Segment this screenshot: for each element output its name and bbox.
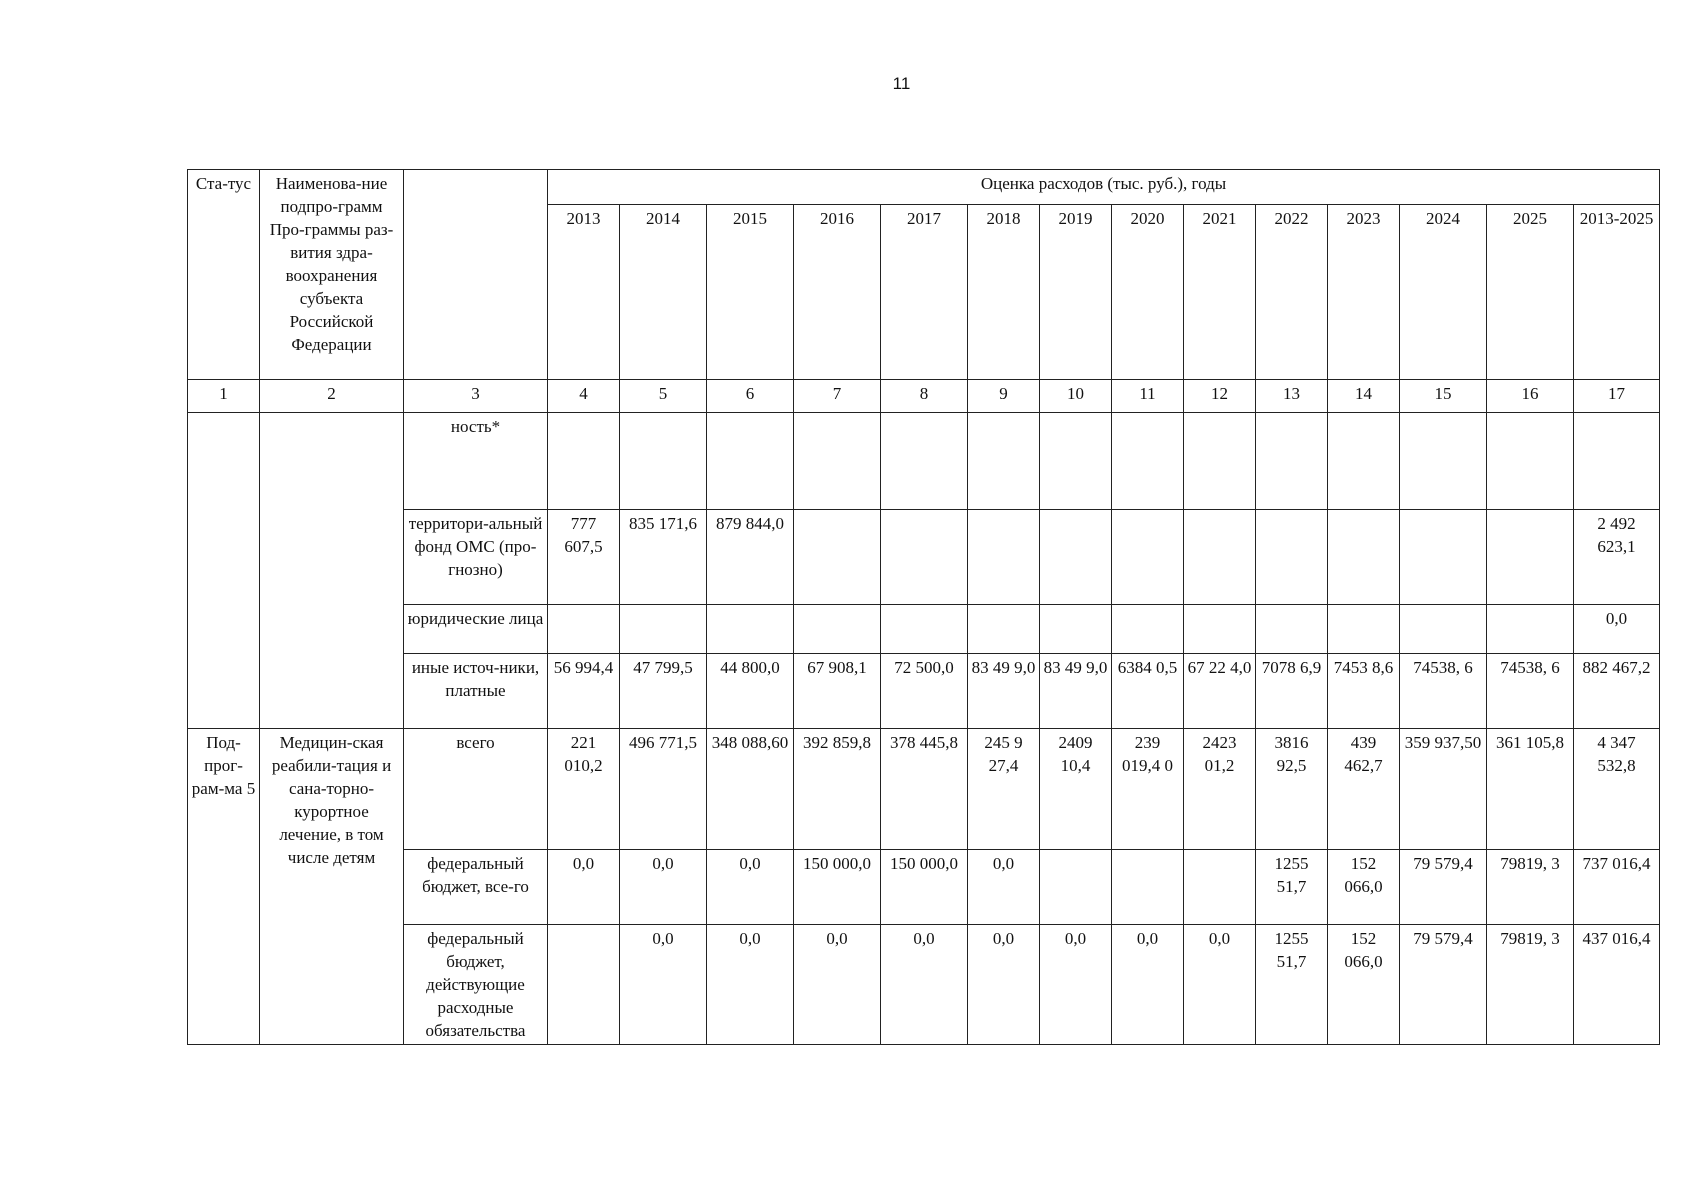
value-cell [1040,413,1112,510]
total-cell: 882 467,2 [1574,654,1660,729]
budget-table [187,169,1660,1045]
value-cell: 439 462,7 [1328,729,1400,850]
table-row [188,654,1660,729]
column-number: 13 [1256,380,1328,413]
total-cell: 0,0 [1574,605,1660,654]
value-cell [1040,510,1112,605]
header-year-total: 2013-2025 [1574,205,1660,380]
table-row [188,925,1660,1045]
source-cell: федеральный бюджет, действующие расходные обязательства [404,925,548,1045]
value-cell [881,510,968,605]
value-cell [1184,413,1256,510]
value-cell [548,413,620,510]
value-cell: 777 607,5 [548,510,620,605]
value-cell: 150 000,0 [794,850,881,925]
total-cell: 2 492 623,1 [1574,510,1660,605]
value-cell: 2409 10,4 [1040,729,1112,850]
value-cell: 361 105,8 [1487,729,1574,850]
value-cell [1184,850,1256,925]
total-cell: 4 347 532,8 [1574,729,1660,850]
header-status: Ста-тус [188,170,260,380]
value-cell [1328,605,1400,654]
column-number: 6 [707,380,794,413]
header-year: 2016 [794,205,881,380]
column-number: 12 [1184,380,1256,413]
value-cell: 392 859,8 [794,729,881,850]
header-subprogram-name: Наименова-ние подпро-грамм Про-граммы раз-вития здра-воохранения субъекта Российской Федерации [260,170,404,380]
column-number: 5 [620,380,707,413]
value-cell: 0,0 [548,850,620,925]
value-cell: 1255 51,7 [1256,925,1328,1045]
value-cell: 74538, 6 [1400,654,1487,729]
header-row [188,170,1660,205]
header-year: 2014 [620,205,707,380]
header-year: 2022 [1256,205,1328,380]
value-cell: 0,0 [707,925,794,1045]
value-cell: 152 066,0 [1328,925,1400,1045]
value-cell [1328,510,1400,605]
column-number: 10 [1040,380,1112,413]
value-cell [1112,850,1184,925]
column-number: 2 [260,380,404,413]
table-row [188,850,1660,925]
total-cell: 737 016,4 [1574,850,1660,925]
status-cell: Под-прог-рам-ма 5 [188,729,260,1045]
value-cell [1256,605,1328,654]
header-year: 2021 [1184,205,1256,380]
value-cell: 2423 01,2 [1184,729,1256,850]
value-cell: 835 171,6 [620,510,707,605]
value-cell: 3816 92,5 [1256,729,1328,850]
value-cell [548,605,620,654]
value-cell: 239 019,4 0 [1112,729,1184,850]
subprogram-name-cell [260,413,404,729]
value-cell [620,605,707,654]
table-row [188,413,1660,510]
value-cell: 0,0 [620,850,707,925]
value-cell: 378 445,8 [881,729,968,850]
column-number: 1 [188,380,260,413]
value-cell: 79819, 3 [1487,925,1574,1045]
value-cell [1112,510,1184,605]
value-cell [1112,605,1184,654]
table-row [188,510,1660,605]
header-expenses-title: Оценка расходов (тыс. руб.), годы [548,170,1660,205]
subprogram-name-cell: Медицин-ская реабили-тация и сана-торно-курортное лечение, в том числе детям [260,729,404,1045]
value-cell [1487,510,1574,605]
value-cell [1400,510,1487,605]
value-cell: 348 088,60 [707,729,794,850]
value-cell: 0,0 [794,925,881,1045]
value-cell: 0,0 [620,925,707,1045]
header-year: 2017 [881,205,968,380]
value-cell: 879 844,0 [707,510,794,605]
column-numbers-row [188,380,1660,413]
value-cell [794,510,881,605]
column-number: 11 [1112,380,1184,413]
value-cell [1400,413,1487,510]
value-cell: 79819, 3 [1487,850,1574,925]
value-cell [1112,413,1184,510]
value-cell [794,413,881,510]
header-year: 2018 [968,205,1040,380]
column-number: 17 [1574,380,1660,413]
value-cell: 0,0 [968,925,1040,1045]
value-cell: 0,0 [881,925,968,1045]
column-number: 14 [1328,380,1400,413]
value-cell: 44 800,0 [707,654,794,729]
value-cell: 1255 51,7 [1256,850,1328,925]
value-cell: 72 500,0 [881,654,968,729]
header-year: 2023 [1328,205,1400,380]
value-cell [1256,510,1328,605]
value-cell [707,413,794,510]
value-cell: 0,0 [1184,925,1256,1045]
header-year: 2013 [548,205,620,380]
source-cell: юридические лица [404,605,548,654]
value-cell: 0,0 [1112,925,1184,1045]
value-cell [794,605,881,654]
value-cell: 221 010,2 [548,729,620,850]
value-cell [1040,850,1112,925]
value-cell [1328,413,1400,510]
value-cell: 6384 0,5 [1112,654,1184,729]
header-year: 2020 [1112,205,1184,380]
column-number: 7 [794,380,881,413]
source-cell: всего [404,729,548,850]
header-year: 2019 [1040,205,1112,380]
value-cell [968,605,1040,654]
value-cell [620,413,707,510]
value-cell [881,605,968,654]
value-cell: 0,0 [707,850,794,925]
value-cell: 56 994,4 [548,654,620,729]
value-cell: 67 908,1 [794,654,881,729]
value-cell: 150 000,0 [881,850,968,925]
value-cell [881,413,968,510]
value-cell [707,605,794,654]
column-number: 4 [548,380,620,413]
value-cell: 7453 8,6 [1328,654,1400,729]
value-cell [1256,413,1328,510]
value-cell: 7078 6,9 [1256,654,1328,729]
header-year: 2024 [1400,205,1487,380]
value-cell: 83 49 9,0 [968,654,1040,729]
page-number: 11 [892,74,911,93]
value-cell: 359 937,50 [1400,729,1487,850]
value-cell: 0,0 [1040,925,1112,1045]
value-cell: 79 579,4 [1400,925,1487,1045]
source-cell: федеральный бюджет, все-го [404,850,548,925]
header-year: 2015 [707,205,794,380]
value-cell: 245 9 27,4 [968,729,1040,850]
value-cell: 47 799,5 [620,654,707,729]
value-cell [1487,413,1574,510]
source-cell: территори-альный фонд ОМС (про-гнозно) [404,510,548,605]
value-cell: 152 066,0 [1328,850,1400,925]
status-cell [188,413,260,729]
value-cell [1487,605,1574,654]
value-cell [968,413,1040,510]
value-cell: 79 579,4 [1400,850,1487,925]
value-cell [1184,510,1256,605]
column-number: 3 [404,380,548,413]
table-row [188,729,1660,850]
column-number: 9 [968,380,1040,413]
value-cell [548,925,620,1045]
source-cell: иные источ-ники, платные [404,654,548,729]
column-number: 15 [1400,380,1487,413]
value-cell [1040,605,1112,654]
value-cell [968,510,1040,605]
value-cell: 74538, 6 [1487,654,1574,729]
total-cell: 437 016,4 [1574,925,1660,1045]
header-source [404,170,548,380]
header-year: 2025 [1487,205,1574,380]
total-cell [1574,413,1660,510]
value-cell: 67 22 4,0 [1184,654,1256,729]
table-row [188,605,1660,654]
value-cell: 83 49 9,0 [1040,654,1112,729]
column-number: 16 [1487,380,1574,413]
column-number: 8 [881,380,968,413]
value-cell [1400,605,1487,654]
value-cell: 0,0 [968,850,1040,925]
value-cell [1184,605,1256,654]
value-cell: 496 771,5 [620,729,707,850]
source-cell: ность* [404,413,548,510]
